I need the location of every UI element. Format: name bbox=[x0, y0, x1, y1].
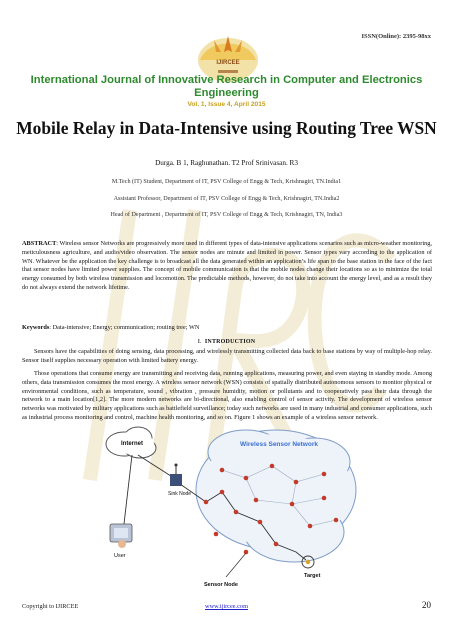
wsn-label: Wireless Sensor Network bbox=[240, 441, 318, 448]
keywords-label: Keywords bbox=[22, 324, 50, 331]
page-number: 20 bbox=[422, 600, 431, 610]
target-label: Target bbox=[304, 573, 321, 579]
affiliation-2: Assistant Professor, Department of IT, PSV College of Engg & Tech, Krishnagiri, TN.India2 bbox=[113, 196, 340, 202]
keywords-text: : Data-intensive; Energy; communication; routing tree; WN bbox=[49, 324, 200, 331]
footer-url[interactable]: www.ijircee.com bbox=[205, 603, 248, 610]
volume-issue-line: Vol. 1, Issue 4, April 2015 bbox=[187, 101, 266, 108]
user-label: User bbox=[114, 553, 126, 559]
abstract bbox=[22, 240, 432, 293]
authors-line bbox=[0, 159, 453, 167]
footer-copyright: Copyright to IJIRCEE bbox=[22, 603, 79, 610]
user-icon bbox=[110, 524, 132, 548]
section-heading bbox=[0, 338, 453, 345]
intro-paragraph-2: Those operations that consume energy are transmitting and receiving data, running applications, measuring power, and even staying in standby mode. Among others, data transmission consumes the most energy. A wireless sensor network (WSN) consists of spatially distributed autonomous sensors to monitor physical or environmental conditions, such as temperature, sound , vibration , pressure humidity, motion or pollutants and to cooperatively pass their data through the network to a main location[1,2]. The more modern networks are bi-directional, also enabling control of sensor activity. The development of wireless sensor networks was motivated by military applications such as battlefield surveillance; today such networks are used in many industrial and consumer applications, such as industrial process monitoring and control, machine health monitoring, and so on. Figure 1 shows an example of a wireless sensor network. bbox=[22, 370, 432, 421]
internet-label: Internet bbox=[120, 441, 144, 447]
journal-title: International Journal of Innovative Research in Computer and Electronics Engineering bbox=[30, 74, 423, 99]
footer-url-link bbox=[0, 603, 453, 610]
section-title: INTRODUCTION bbox=[204, 339, 256, 345]
authors-text: Durga. B 1, Raghunathan. T2 Prof Srinivasan. R3 bbox=[155, 159, 298, 167]
section-number: I. bbox=[197, 338, 202, 345]
sensor-node-label: Sensor Node bbox=[204, 582, 238, 588]
intro-paragraph-1: Sensors have the capabilities of doing sensing, data processing, and wirelessly transmitting collected data back to base stations by way of multiple-hop relay. Sensor itself supplies necessary operation with limited battery energy. bbox=[22, 348, 432, 364]
svg-text:IJIRCEE: IJIRCEE bbox=[216, 60, 240, 66]
figure-wsn-diagram bbox=[96, 422, 358, 589]
sink-node-icon bbox=[170, 464, 182, 487]
abstract-text: : Wireless sensor Networks are progressively more used in different types of data-intensive applications scenarios such as micro-weather monitoring, meticulousness agriculture, and audio/video observation. The sensor nodes are minute and limited in power. Sensor types vary according to the application of WN. Whatever be the application the key challenge is to broadcast all the data generated within an application’s life span to the base station in the face of the fact that sensor nodes have limited power supplies. The concept of mobile communication is that the mobile nodes change their locations so as to minimize the total energy consumed by both wireless transmission and locomotion. The predictable methods, however, do not take into account the energy level, and as a result they do not always extend the network lifetime. bbox=[22, 240, 432, 291]
affiliation-3: Head of Department , Department of IT, PSV College of Engg & Tech, Krishnagiri, TN, India3 bbox=[110, 212, 343, 218]
keywords bbox=[22, 324, 432, 333]
sink-node-label: Sink Node bbox=[168, 491, 192, 497]
issn-label: ISSN(Online): 2395-98xx bbox=[361, 33, 431, 40]
paper-title: Mobile Relay in Data-Intensive using Routing Tree WSN bbox=[16, 118, 437, 138]
abstract-label: ABSTRACT bbox=[22, 240, 57, 247]
affiliation-1: M.Tech (IT) Student, Department of IT, PSV College of Engg & Tech, Krishnagiri, TN.India1 bbox=[111, 179, 342, 185]
